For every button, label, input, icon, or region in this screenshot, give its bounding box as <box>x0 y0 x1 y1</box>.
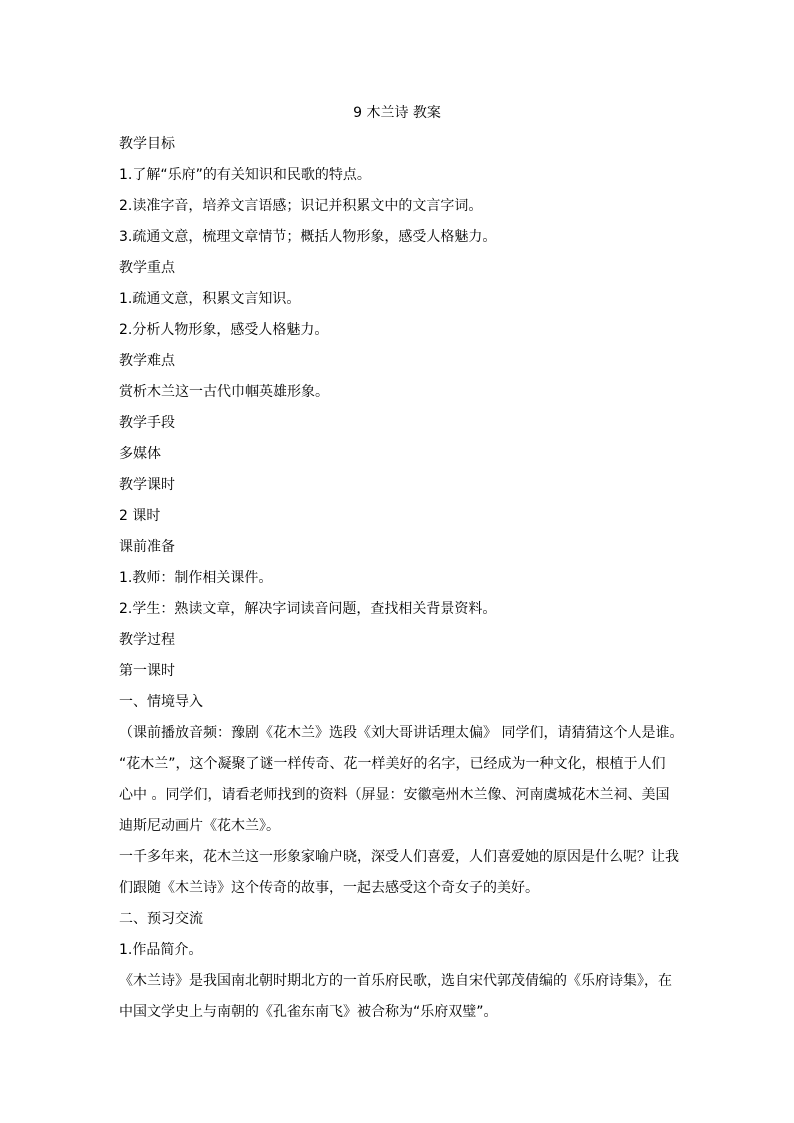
section-heading-difficulties: 教学难点 <box>119 353 175 369</box>
section-heading-key-points: 教学重点 <box>119 260 175 276</box>
paragraph-line: “花木兰”，这个凝聚了谜一样传奇、花一样美好的名字，已经成为一种文化，根植于人们 <box>119 756 666 772</box>
paragraph-line: 2.读准字音，培养文言语感；识记并积累文中的文言字词。 <box>119 198 483 214</box>
paragraph-line: 1.作品简介。 <box>119 942 203 958</box>
subsection-heading-preview: 二、预习交流 <box>119 911 203 927</box>
section-heading-hours: 教学课时 <box>119 477 175 493</box>
section-heading-preparation: 课前准备 <box>119 539 175 555</box>
subsection-heading-intro: 一、情境导入 <box>119 694 203 710</box>
paragraph-line: 2.分析人物形象，感受人格魅力。 <box>119 322 329 338</box>
section-heading-means: 教学手段 <box>119 415 175 431</box>
paragraph-line: 心中 。同学们，请看老师找到的资料（屏显：安徽亳州木兰像、河南虞城花木兰祠、美国 <box>119 787 670 803</box>
paragraph-line: （课前播放音频：豫剧《花木兰》选段《刘大哥讲话理太偏》 同学们，请猜猜这个人是谁。 <box>119 725 684 741</box>
paragraph-line: 3.疏通文意，梳理文章情节；概括人物形象，感受人格魅力。 <box>119 229 497 245</box>
paragraph-line: 1.教师：制作相关课件。 <box>119 570 273 586</box>
paragraph-line: 1.疏通文意，积累文言知识。 <box>119 291 301 307</box>
paragraph-line: 多媒体 <box>119 446 161 462</box>
section-heading-objectives: 教学目标 <box>119 136 175 152</box>
paragraph-line: 《木兰诗》是我国南北朝时期北方的一首乐府民歌，选自宋代郭茂倩编的《乐府诗集》，在 <box>119 973 672 989</box>
section-heading-process: 教学过程 <box>119 632 175 648</box>
paragraph-line: 们跟随《木兰诗》这个传奇的故事，一起去感受这个奇女子的美好。 <box>119 880 539 896</box>
paragraph-line: 中国文学史上与南朝的《孔雀东南飞》被合称为“乐府双璧”。 <box>119 1004 498 1020</box>
paragraph-line: 一千多年来，花木兰这一形象家喻户晓，深受人们喜爱，人们喜爱她的原因是什么呢？让我 <box>119 849 679 865</box>
paragraph-line: 2.学生：熟读文章，解决字词读音问题，查找相关背景资料。 <box>119 601 497 617</box>
paragraph-line: 赏析木兰这一古代巾帼英雄形象。 <box>119 384 329 400</box>
document-title: 9 木兰诗 教案 <box>353 105 441 121</box>
subsection-heading-first-lesson: 第一课时 <box>119 663 175 679</box>
paragraph-line: 迪斯尼动画片《花木兰》。 <box>119 818 280 834</box>
paragraph-line: 2 课时 <box>119 508 161 524</box>
paragraph-line: 1.了解“乐府”的有关知识和民歌的特点。 <box>119 167 371 183</box>
